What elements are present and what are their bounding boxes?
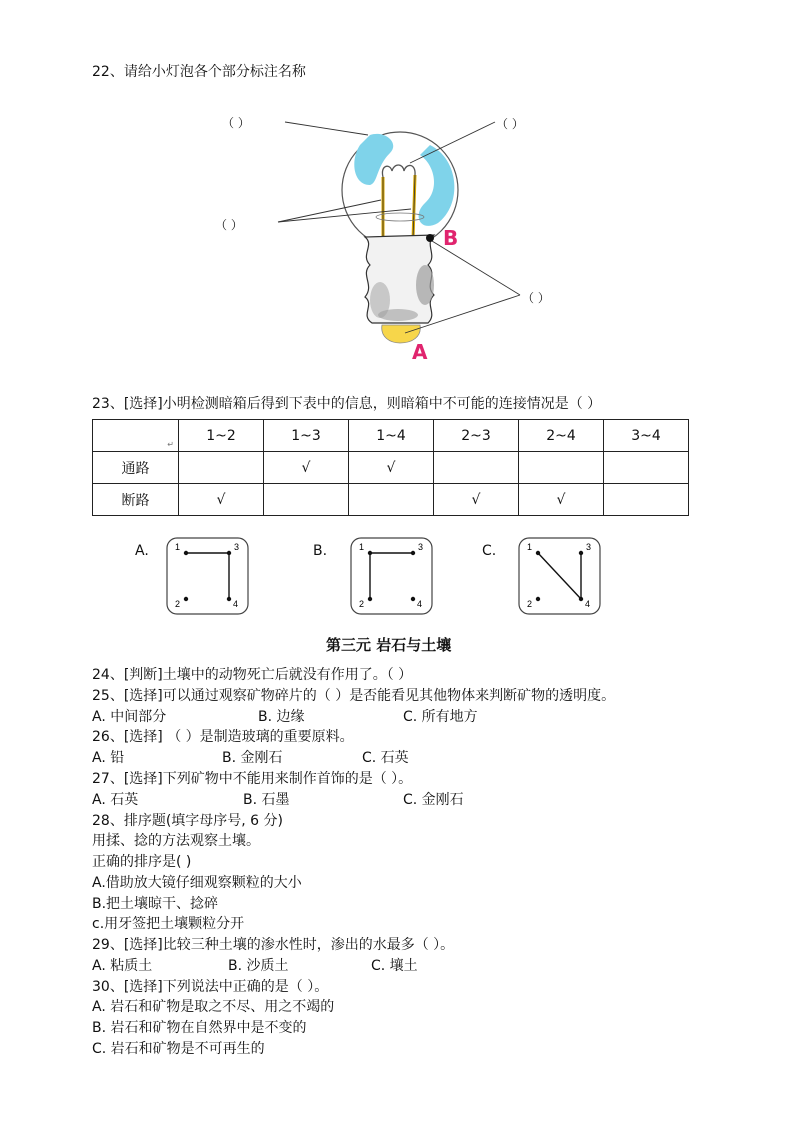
q28-line2: 用揉、捻的方法观察土壤。 bbox=[92, 833, 260, 849]
circuit-table bbox=[92, 419, 689, 516]
table-cell bbox=[519, 452, 604, 484]
unit-title: 第三元 岩石与土壤 bbox=[326, 636, 452, 654]
svg-text:2: 2 bbox=[175, 599, 181, 609]
q26-text: 26、[选择] （ ）是制造玻璃的重要原料。 bbox=[92, 729, 354, 745]
header-cell: 1~2 bbox=[179, 420, 264, 452]
q24-text: 24、[判断]土壤中的动物死亡后就没有作用了。（ ） bbox=[92, 667, 413, 683]
q29-option-b: B. 沙质土 bbox=[228, 958, 289, 974]
q28-text: 28、排序题(填字母序号, 6 分) bbox=[92, 813, 283, 829]
svg-text:3: 3 bbox=[586, 542, 592, 552]
q27-option-b: B. 石墨 bbox=[243, 792, 290, 808]
q28-option-b: B.把土壤晾干、捻碎 bbox=[92, 896, 219, 912]
q23-text: 23、[选择]小明检测暗箱后得到下表中的信息，则暗箱中不可能的连接情况是（ ） bbox=[92, 396, 602, 412]
q25-option-a: A. 中间部分 bbox=[92, 709, 167, 725]
label-b: B bbox=[443, 226, 459, 250]
bulb-blank-3: （ ） bbox=[215, 218, 243, 232]
svg-text:1: 1 bbox=[359, 542, 365, 552]
bulb-blank-4: （ ） bbox=[522, 291, 550, 305]
option-b-box bbox=[350, 537, 434, 617]
light-bulb-diagram bbox=[200, 105, 620, 375]
q28-option-c: c.用牙签把土壤颗粒分开 bbox=[92, 916, 245, 932]
bulb-blank-1: （ ） bbox=[222, 116, 250, 130]
q25-option-c: C. 所有地方 bbox=[403, 709, 478, 725]
svg-text:1: 1 bbox=[175, 542, 181, 552]
table-cell bbox=[349, 484, 434, 516]
table-cell: √ bbox=[434, 484, 519, 516]
table-cell: √ bbox=[519, 484, 604, 516]
q28-line3: 正确的排序是( ) bbox=[92, 854, 192, 870]
table-cell bbox=[604, 484, 689, 516]
svg-text:1: 1 bbox=[527, 542, 533, 552]
header-cell: 3~4 bbox=[604, 420, 689, 452]
svg-text:2: 2 bbox=[527, 599, 533, 609]
q30-option-c: C. 岩石和矿物是不可再生的 bbox=[92, 1041, 265, 1057]
header-cell: 2~4 bbox=[519, 420, 604, 452]
table-header-row: ↵ 1~2 1~3 1~4 2~3 2~4 3~4 bbox=[93, 420, 689, 452]
q27-text: 27、[选择]下列矿物中不能用来制作首饰的是（ ）。 bbox=[92, 771, 413, 787]
table-cell bbox=[264, 484, 349, 516]
q30-option-b: B. 岩石和矿物在自然界中是不变的 bbox=[92, 1020, 307, 1036]
option-a-label: A. bbox=[135, 543, 149, 559]
option-b-label: B. bbox=[313, 543, 328, 559]
q27-option-c: C. 金刚石 bbox=[403, 792, 464, 808]
q29-option-c: C. 壤土 bbox=[371, 958, 418, 974]
q25-text: 25、[选择]可以通过观察矿物碎片的（ ）是否能看见其他物体来判断矿物的透明度。 bbox=[92, 688, 616, 704]
svg-text:3: 3 bbox=[418, 542, 424, 552]
bulb-blank-2: （ ） bbox=[496, 117, 524, 131]
q29-option-a: A. 粘质土 bbox=[92, 958, 153, 974]
option-c-label: C. bbox=[482, 543, 497, 559]
row-label: 断路 bbox=[93, 484, 179, 516]
q26-option-c: C. 石英 bbox=[362, 750, 409, 766]
table-cell: √ bbox=[179, 484, 264, 516]
header-cell: 2~3 bbox=[434, 420, 519, 452]
q27-option-a: A. 石英 bbox=[92, 792, 139, 808]
option-c-box bbox=[518, 537, 602, 617]
q22-text: 22、请给小灯泡各个部分标注名称 bbox=[92, 64, 306, 80]
point-b-dot bbox=[426, 234, 434, 242]
svg-text:2: 2 bbox=[359, 599, 365, 609]
q29-text: 29、[选择]比较三种土壤的渗水性时，渗出的水最多（ ）。 bbox=[92, 937, 455, 953]
table-cell bbox=[604, 452, 689, 484]
q26-option-a: A. 铅 bbox=[92, 750, 125, 766]
row-label: 通路 bbox=[93, 452, 179, 484]
table-cell: √ bbox=[264, 452, 349, 484]
option-a-box bbox=[166, 537, 250, 617]
q25-option-b: B. 边缘 bbox=[258, 709, 305, 725]
table-cell bbox=[434, 452, 519, 484]
q30-text: 30、[选择]下列说法中正确的是（ ）。 bbox=[92, 979, 329, 995]
q26-option-b: B. 金刚石 bbox=[222, 750, 283, 766]
label-a: A bbox=[412, 340, 428, 364]
svg-text:4: 4 bbox=[417, 599, 423, 609]
q30-option-a: A. 岩石和矿物是取之不尽、用之不竭的 bbox=[92, 999, 335, 1015]
header-cell: 1~3 bbox=[264, 420, 349, 452]
table-row bbox=[93, 452, 689, 484]
table-row bbox=[93, 484, 689, 516]
q28-option-a: A.借助放大镜仔细观察颗粒的大小 bbox=[92, 875, 302, 891]
svg-text:3: 3 bbox=[234, 542, 240, 552]
table-cell bbox=[179, 452, 264, 484]
svg-text:4: 4 bbox=[585, 599, 591, 609]
svg-text:4: 4 bbox=[233, 599, 239, 609]
header-cell: 1~4 bbox=[349, 420, 434, 452]
table-cell: √ bbox=[349, 452, 434, 484]
